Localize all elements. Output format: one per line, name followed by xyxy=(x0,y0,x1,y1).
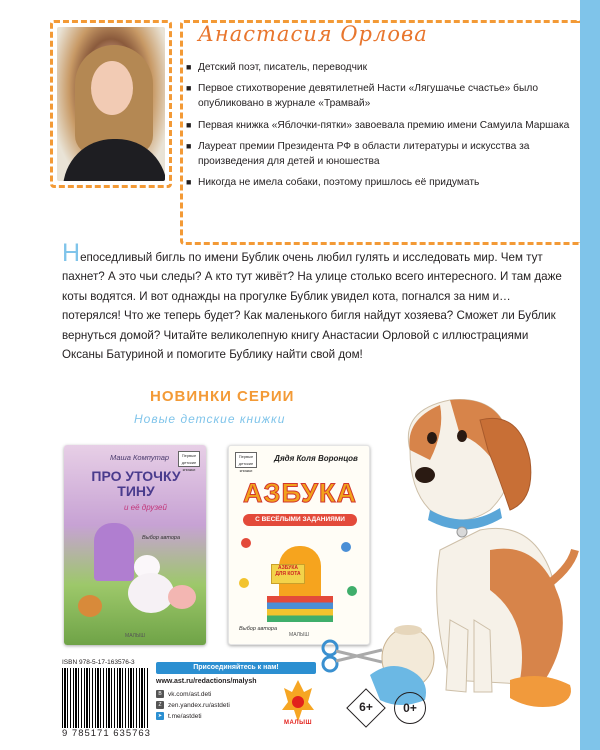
author-photo-frame xyxy=(50,20,172,188)
book-title: ПРО УТОЧКУ ТИНУ xyxy=(91,468,181,499)
barcode xyxy=(62,668,148,728)
zen-icon: Z xyxy=(156,701,164,709)
list-item: ■ Детский поэт, писатель, переводчик xyxy=(186,60,576,75)
social-link-zen[interactable]: Z zen.yandex.ru/astdeti xyxy=(156,701,230,709)
book-publisher: МАЛЫШ xyxy=(125,633,145,639)
book-author: Маша Компутар xyxy=(110,453,170,462)
site-url[interactable]: www.ast.ru/redactions/malysh xyxy=(156,678,257,685)
series-title: НОВИНКИ СЕРИИ xyxy=(150,388,295,405)
book-subtitle: и её друзей xyxy=(124,503,167,512)
book-title: АЗБУКА xyxy=(243,478,357,508)
list-item: ■ Никогда не имела собаки, поэтому пришлось её придумать xyxy=(186,175,576,190)
scissors-icon xyxy=(320,638,384,674)
author-photo xyxy=(57,27,165,181)
series-subtitle: Новые детские книжки xyxy=(134,412,286,426)
join-banner: Присоединяйтесь к нам! xyxy=(156,662,316,674)
bullet-icon: ■ xyxy=(186,177,192,188)
book-note: Выбор автора xyxy=(239,626,278,632)
bullet-icon: ■ xyxy=(186,119,192,130)
book-note: Выбор автора xyxy=(142,535,181,541)
drop-cap: Н xyxy=(62,239,81,267)
book-description xyxy=(62,239,562,364)
book-cover-azbuka xyxy=(228,445,370,645)
telegram-icon: ➤ xyxy=(157,713,163,719)
book-cover-tina xyxy=(64,445,206,645)
book-publisher: МАЛЫШ xyxy=(289,632,309,638)
barcode-number: 9 785171 635763 xyxy=(62,728,151,739)
vk-icon: В xyxy=(156,690,164,698)
age-rating-0: 0+ xyxy=(394,692,426,724)
book-sign: АЗБУКА ДЛЯ КОТА xyxy=(271,564,305,584)
book-subtitle: С ВЕСЁЛЫМИ ЗАДАНИЯМИ xyxy=(243,514,357,526)
age-rating-6: 6+ xyxy=(359,700,373,714)
list-item: ■ Первое стихотворение девятилетней Насти «Лягушачье счастье» было опубликовано в журнале «Трамвай» xyxy=(186,81,576,111)
isbn: ISBN 978-5-17-163576-3 xyxy=(62,659,135,666)
list-item: ■ Первая книжка «Яблочки-пятки» завоевала премию имени Самуила Маршака xyxy=(186,118,576,133)
social-link-telegram[interactable]: ➤ t.me/astdeti xyxy=(157,712,202,720)
bullet-icon: ■ xyxy=(186,140,192,151)
bullet-icon: ■ xyxy=(186,83,192,94)
author-name: Анастасия Орлова xyxy=(198,22,428,46)
publisher-logo-text: МАЛЫШ xyxy=(283,720,313,726)
book-author: Дядя Коля Воронцов xyxy=(274,454,358,463)
social-link-vk[interactable]: В vk.com/ast.deti xyxy=(156,690,211,698)
series-badge: Первые детские книжки xyxy=(178,451,200,467)
beagle-illustration xyxy=(370,380,580,720)
list-item: ■ Лауреат премии Президента РФ в области литературы и искусства за произведения для детей и юношества xyxy=(186,139,576,169)
bullet-icon: ■ xyxy=(186,62,192,72)
author-facts-list xyxy=(186,60,576,196)
series-badge: Первые детские книжки xyxy=(235,452,257,468)
description-text: епоседливый бигль по имени Бублик очень любил гулять и исследовать мир. Чем тут пахнет? А это чьи следы? А кто тут живёт? На улице столько всего интересного. И там даже коты водятся. И вот однажды на прогулке Бублик увидел кота, погнался за ним и… потерялся! Что же теперь будет? Как маленького бигля найдут хозяева? Сможет ли Бублик вернуться домой? Читайте великолепную книгу Анастасии Орловой с иллюстрациями Оксаны Батуриной и помогите Бублику найти свой дом! xyxy=(62,251,562,362)
right-edge-strip xyxy=(580,0,600,750)
